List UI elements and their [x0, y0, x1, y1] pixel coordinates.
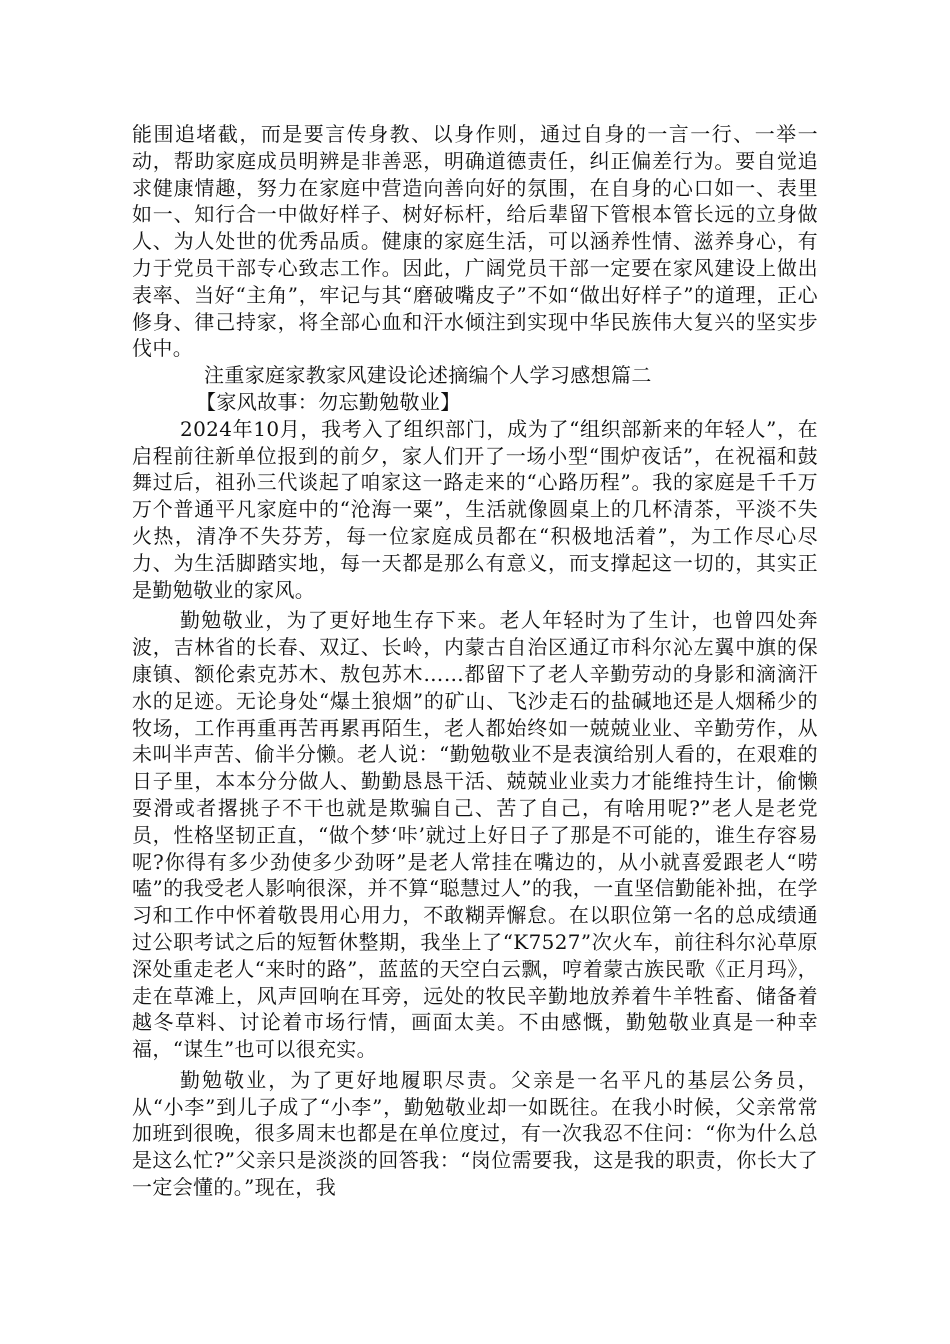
document-body	[132, 121, 818, 1201]
paragraph-intro: 2024年10月，我考入了组织部门，成为了“组织部新来的年轻人”，在启程前往新单位报到的前夕，家人们开了一场小型“围炉夜话”，在祝福和鼓舞过后，祖孙三代谈起了咱家这一路走来的“心路历程”。我的家庭是千千万万个普通平凡家庭中的“沧海一粟”，生活就像圆桌上的几杯清茶，平淡不失火热，清净不失芬芳，每一位家庭成员都在“积极地活着”，为工作尽心尽力、为生活脚踏实地，每一天都是那么有意义，而支撑起这一切的，其实正是勤勉敬业的家风。	[132, 416, 818, 602]
paragraph-continued: 能围追堵截，而是要言传身教、以身作则，通过自身的一言一行、一举一动，帮助家庭成员明辨是非善恶，明确道德责任，纠正偏差行为。要自觉追求健康情趣，努力在家庭中营造向善向好的氛围，在自身的心口如一、表里如一、知行合一中做好样子、树好标杆，给后辈留下管根本管长远的立身做人、为人处世的优秀品质。健康的家庭生活，可以涵养性情、滋养身心，有力于党员干部专心致志工作。因此，广阔党员干部一定要在家风建设上做出表率、当好“主角”，牢记与其“磨破嘴皮子”不如“做出好样子”的道理，正心修身、律己持家，将全部心血和汗水倾注到实现中华民族伟大复兴的坚实步伐中。	[132, 122, 818, 361]
section-title: 注重家庭家教家风建设论述摘编个人学习感想篇二	[204, 363, 652, 388]
paragraph-survival: 勤勉敬业，为了更好地生存下来。老人年轻时为了生计，也曾四处奔波，吉林省的长春、双辽、长岭，内蒙古自治区通辽市科尔沁左翼中旗的保康镇、额伦索克苏木、敖包苏木……都留下了老人辛勤劳动的身影和滴滴汗水的足迹。无论身处“爆土狼烟”的矿山、飞沙走石的盐碱地还是人烟稀少的牧场，工作再重再苦再累再陌生，老人都始终如一兢兢业业、辛勤劳作，从未叫半声苦、偷半分懒。老人说：“勤勉敬业不是表演给别人看的，在艰难的日子里，本本分分做人、勤勤恳恳干活、兢兢业业卖力才能维持生计，偷懒耍滑或者撂挑子不干也就是欺骗自己、苦了自己，有啥用呢?”老人是老党员，性格坚韧正直，“做个梦‘咔’就过上好日子了那是不可能的，谁生存容易呢?你得有多少劲使多少劲呀”是老人常挂在嘴边的，从小就喜爱跟老人“唠嗑”的我受老人影响很深，并不算“聪慧过人”的我，一直坚信勤能补拙，在学习和工作中怀着敬畏用心用力，不敢糊弄懈怠。在以职位第一名的总成绩通过公职考试之后的短暂休整期，我坐上了“K7527”次火车，前往科尔沁草原深处重走老人“来时的路”，蓝蓝的天空白云飘，哼着蒙古族民歌《正月玛》，走在草滩上，风声回响在耳旁，远处的牧民辛勤地放养着牛羊牲畜、储备着越冬草料、讨论着市场行情，画面太美。不由感慨，勤勉敬业真是一种幸福，“谋生”也可以很充实。	[132, 608, 818, 1062]
paragraph-duty: 勤勉敬业，为了更好地履职尽责。父亲是一名平凡的基层公务员，从“小李”到儿子成了“小李”，勤勉敬业却一如既往。在我小时候，父亲常常加班到很晚，很多周末也都是在单位度过，有一次我忍不住问：“你为什么总是这么忙?”父亲只是淡淡的回答我：“岗位需要我，这是我的职责，你长大了一定会懂的。”现在，我	[132, 1067, 818, 1200]
story-subheading: 【家风故事：勿忘勤勉敬业】	[196, 389, 461, 414]
